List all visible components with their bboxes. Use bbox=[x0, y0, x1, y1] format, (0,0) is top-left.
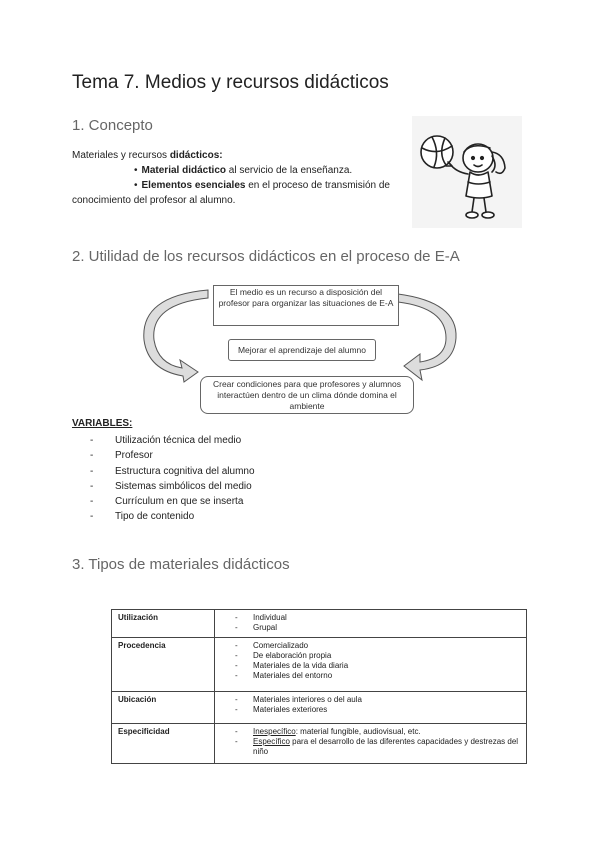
bullet-item: • Elementos esenciales en el proceso de transmisión de bbox=[72, 178, 402, 193]
diagram-box-middle: Mejorar el aprendizaje del alumno bbox=[228, 339, 376, 361]
table-row bbox=[112, 638, 527, 692]
table-row bbox=[112, 692, 527, 724]
section-heading-concepto: 1. Concepto bbox=[72, 117, 153, 134]
table-key: Utilización bbox=[112, 610, 215, 638]
materials-table bbox=[111, 609, 527, 764]
table-key: Ubicación bbox=[112, 692, 215, 724]
section-heading-utilidad: 2. Utilidad de los recursos didácticos en el proceso de E-A bbox=[72, 248, 460, 265]
intro-text: Materiales y recursos bbox=[72, 150, 170, 161]
right-curved-arrow bbox=[398, 294, 456, 380]
list-item: - Currículum en que se inserta bbox=[90, 496, 244, 508]
table-key: Especificidad bbox=[112, 724, 215, 764]
table-values: - Individual - Grupal bbox=[215, 610, 527, 638]
diagram-box-top: El medio es un recurso a disposición del profesor para organizar las situaciones de E-A bbox=[213, 285, 399, 326]
bullet-item: • Material didáctico al servicio de la enseñanza. bbox=[72, 163, 402, 178]
list-item: - Estructura cognitiva del alumno bbox=[90, 465, 255, 477]
table-row bbox=[112, 724, 527, 764]
table-row bbox=[112, 610, 527, 638]
list-item: - Utilización técnica del medio bbox=[90, 435, 242, 446]
concepto-text bbox=[72, 148, 402, 208]
left-curved-arrow bbox=[144, 290, 208, 382]
list-item: - Tipo de contenido bbox=[90, 511, 195, 523]
continuation-text: conocimiento del profesor al alumno. bbox=[72, 195, 236, 206]
diagram-box-bottom: Crear condiciones para que profesores y alumnos interactúen dentro de un clima dónde domina el ambiente bbox=[200, 376, 414, 414]
list-item: - Profesor bbox=[90, 450, 153, 462]
girl-with-ball-icon bbox=[412, 116, 522, 228]
variables-label: VARIABLES: bbox=[72, 418, 133, 429]
page-title: Tema 7. Medios y recursos didácticos bbox=[72, 72, 389, 93]
table-values: - Comercializado - De elaboración propia - Materiales de la vida diaria - Materiales del entorno bbox=[215, 638, 527, 692]
table-values: - Inespecífico: material fungible, audiovisual, etc. - Específico para el desarrollo de las diferentes capacidades y destrezas del niño bbox=[215, 724, 527, 764]
list-item: - Sistemas simbólicos del medio bbox=[90, 480, 252, 492]
variables-list bbox=[72, 433, 255, 525]
table-key: Procedencia bbox=[112, 638, 215, 692]
section-heading-tipos: 3. Tipos de materiales didácticos bbox=[72, 556, 290, 573]
table-values: - Materiales interiores o del aula - Materiales exteriores bbox=[215, 692, 527, 724]
intro-bold: didácticos: bbox=[169, 150, 223, 161]
